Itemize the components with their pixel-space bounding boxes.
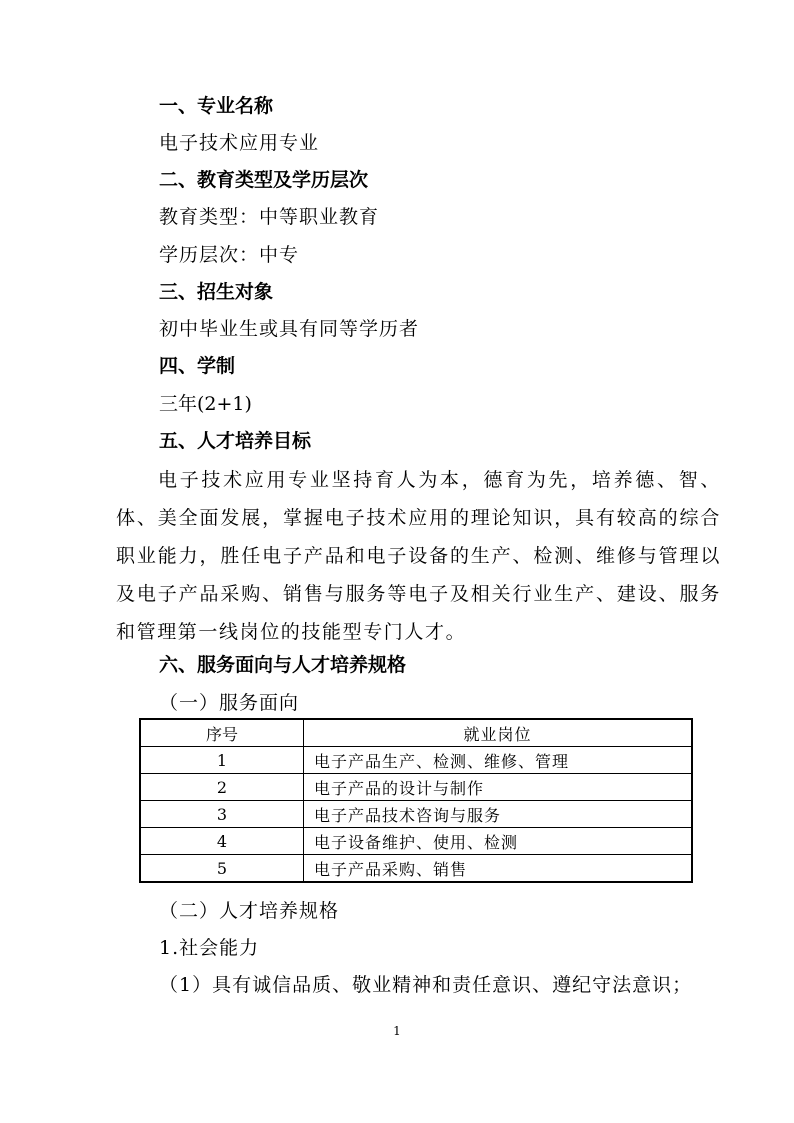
section-heading-3: 三、招生对象 bbox=[159, 281, 274, 303]
major-name: 电子技术应用专业 bbox=[159, 132, 320, 154]
row-index: 3 bbox=[140, 801, 304, 828]
education-level: 学历层次：中专 bbox=[159, 244, 300, 266]
row-index: 1 bbox=[140, 747, 304, 774]
row-index: 2 bbox=[140, 774, 304, 801]
section-heading-5: 五、人才培养目标 bbox=[159, 430, 312, 452]
study-duration: 三年(2+1) bbox=[159, 393, 252, 415]
subsection-service-orientation: （一）服务面向 bbox=[159, 692, 300, 714]
row-index: 5 bbox=[140, 855, 304, 883]
row-position: 电子产品技术咨询与服务 bbox=[304, 801, 693, 828]
subsection-talent-spec: （二）人才培养规格 bbox=[159, 900, 340, 922]
enrollment-target: 初中毕业生或具有同等学历者 bbox=[159, 318, 420, 340]
row-position: 电子产品的设计与制作 bbox=[304, 774, 693, 801]
education-type: 教育类型：中等职业教育 bbox=[159, 206, 380, 228]
table-header-row bbox=[140, 719, 692, 747]
row-position: 电子设备维护、使用、检测 bbox=[304, 828, 693, 855]
service-orientation-table bbox=[139, 718, 693, 883]
row-position: 电子产品采购、销售 bbox=[304, 855, 693, 883]
item-social-ability: 1.社会能力 bbox=[159, 937, 260, 959]
table-header-index: 序号 bbox=[140, 719, 304, 747]
row-position: 电子产品生产、检测、维修、管理 bbox=[304, 747, 693, 774]
table-row bbox=[140, 747, 692, 774]
table-row bbox=[140, 855, 692, 883]
table-row bbox=[140, 828, 692, 855]
table-header-position: 就业岗位 bbox=[304, 719, 693, 747]
row-index: 4 bbox=[140, 828, 304, 855]
section-heading-2: 二、教育类型及学历层次 bbox=[159, 169, 369, 191]
table-row bbox=[140, 801, 692, 828]
training-goal-paragraph: 电子技术应用专业坚持育人为本，德育为先，培养德、智、体、美全面发展，掌握电子技术应用的理论知识，具有较高的综合职业能力，胜任电子产品和电子设备的生产、检测、维修与管理以及电子产品采购、销售与服务等电子及相关行业生产、建设、服务和管理第一线岗位的技能型专门人才。 bbox=[116, 469, 721, 643]
table-row bbox=[140, 774, 692, 801]
page-number: 1 bbox=[393, 1024, 401, 1038]
section-heading-4: 四、学制 bbox=[159, 355, 236, 377]
section-heading-6: 六、服务面向与人才培养规格 bbox=[159, 654, 407, 676]
section-heading-1: 一、专业名称 bbox=[159, 95, 274, 117]
item-social-ability-1: （1）具有诚信品质、敬业精神和责任意识、遵纪守法意识； bbox=[159, 974, 693, 996]
